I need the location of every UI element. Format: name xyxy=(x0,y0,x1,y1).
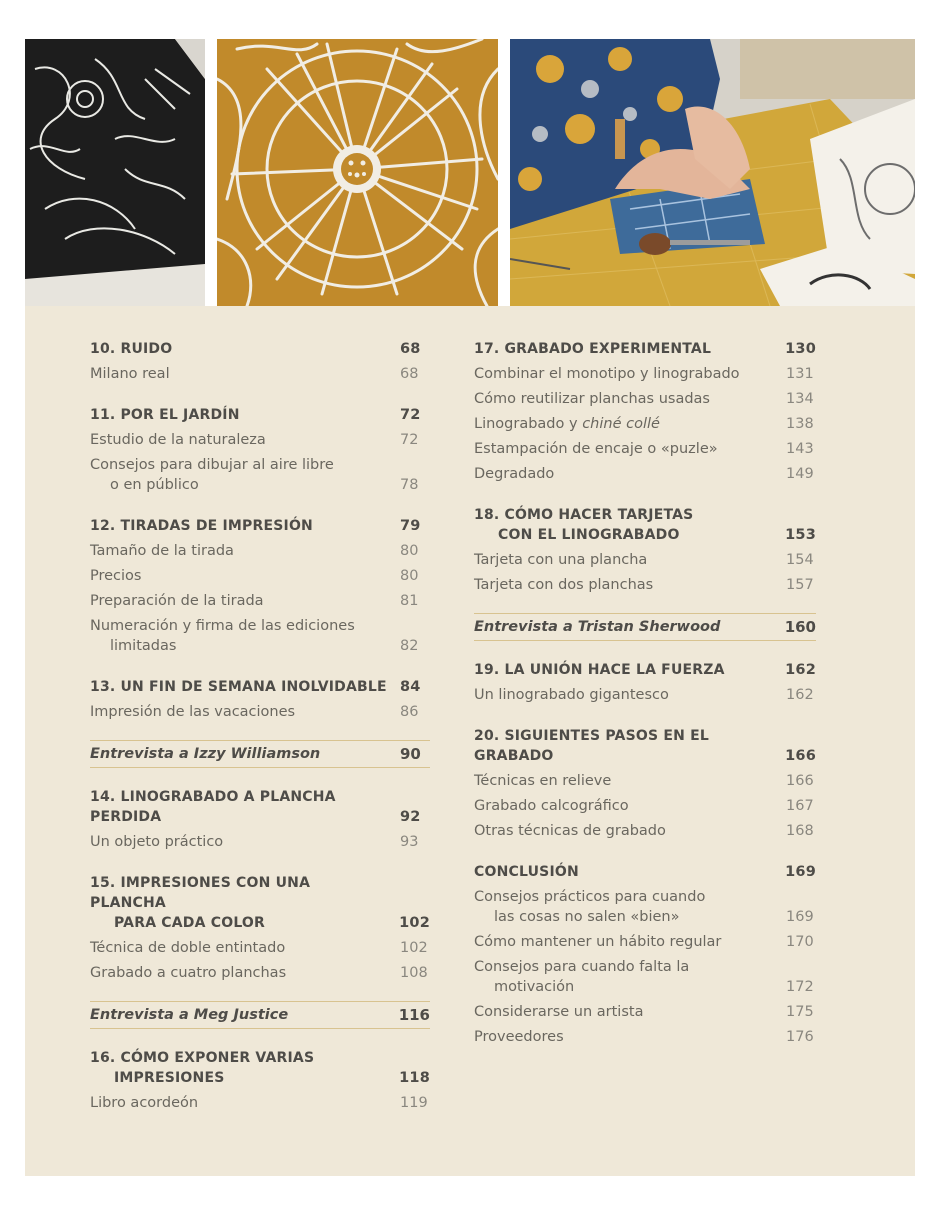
page-number: 168 xyxy=(786,822,814,839)
page-number: 92 xyxy=(400,808,421,825)
toc-subentry[interactable] xyxy=(474,547,816,572)
page-number: 116 xyxy=(398,1006,430,1024)
chapter-title: 16. CÓMO EXPONER VARIAS xyxy=(90,1049,315,1066)
chapter-title: 19. LA UNIÓN HACE LA FUERZA xyxy=(474,661,725,678)
toc-section xyxy=(90,336,430,386)
page-number: 143 xyxy=(786,440,814,457)
page-number: 84 xyxy=(400,678,421,695)
page-number: 169 xyxy=(785,863,816,880)
toc-subentry[interactable] xyxy=(90,699,430,724)
page-number: 79 xyxy=(400,517,421,534)
page-number: 130 xyxy=(785,340,816,357)
subentry-text: Proveedores xyxy=(474,1028,564,1045)
interview-title: Entrevista a Izzy Williamson xyxy=(90,746,321,762)
subentry-text: Tamaño de la tirada xyxy=(90,542,234,559)
page-number: 80 xyxy=(400,567,419,584)
chapter-title: CONCLUSIÓN xyxy=(474,863,579,880)
subentry-text: Milano real xyxy=(90,365,170,382)
page-number: 93 xyxy=(400,833,419,850)
page-number: 82 xyxy=(400,637,419,654)
page-number: 108 xyxy=(400,964,428,981)
toc-chapter-heading[interactable] xyxy=(90,674,430,699)
page-number: 175 xyxy=(786,1003,814,1020)
chapter-title: 20. SIGUIENTES PASOS EN EL GRABADO xyxy=(474,727,709,764)
subentry-text: Tarjeta con una plancha xyxy=(474,551,648,568)
toc-chapter-heading[interactable] xyxy=(90,336,430,361)
chapter-title: 17. GRABADO EXPERIMENTAL xyxy=(474,340,712,357)
page-number: 170 xyxy=(786,933,814,950)
toc-interview-entry[interactable] xyxy=(90,1001,430,1029)
toc-subentry[interactable] xyxy=(474,793,816,818)
linocut-print-photo xyxy=(25,39,205,306)
subentry-text: Consejos para dibujar al aire libre xyxy=(90,456,334,473)
subentry-text: Consejos para cuando falta la xyxy=(474,958,690,975)
toc-chapter-heading[interactable] xyxy=(474,336,816,361)
toc-section xyxy=(474,336,816,486)
toc-section xyxy=(90,402,430,497)
page-number: 86 xyxy=(400,703,419,720)
page-number: 153 xyxy=(785,526,816,543)
page-number: 172 xyxy=(786,978,814,995)
toc-section xyxy=(90,784,430,854)
toc-section xyxy=(90,1045,430,1115)
toc-subentry[interactable] xyxy=(474,436,816,461)
chapter-title: 11. POR EL JARDÍN xyxy=(90,406,240,423)
page-number: 131 xyxy=(786,365,814,382)
subentry-text: Tarjeta con dos planchas xyxy=(474,576,654,593)
page-number: 160 xyxy=(784,618,816,636)
toc-subentry[interactable] xyxy=(90,538,430,563)
subentry-text: Combinar el monotipo y linograbado xyxy=(474,365,740,382)
toc-chapter-heading[interactable] xyxy=(90,870,430,935)
page-number: 81 xyxy=(400,592,419,609)
subentry-text: Preparación de la tirada xyxy=(90,592,264,609)
toc-subentry[interactable] xyxy=(90,613,430,658)
subentry-text: Estampación de encaje o «puzle» xyxy=(474,440,718,457)
interview-title: Entrevista a Tristan Sherwood xyxy=(474,619,721,635)
subentry-text: Libro acordeón xyxy=(90,1094,199,1111)
subentry-text: Técnicas en relieve xyxy=(474,772,612,789)
toc-subentry[interactable] xyxy=(90,452,430,497)
subentry-text: Consejos prácticos para cuando xyxy=(474,888,706,905)
page-number: 118 xyxy=(399,1069,430,1086)
subentry-text: Grabado a cuatro planchas xyxy=(90,964,287,981)
page-number: 166 xyxy=(785,747,816,764)
toc-subentry[interactable] xyxy=(474,929,816,954)
toc-chapter-heading[interactable] xyxy=(474,859,816,884)
toc-section xyxy=(90,674,430,724)
page-number: 102 xyxy=(400,939,428,956)
chapter-title-continued: CON EL LINOGRABADO xyxy=(498,526,680,543)
toc-subentry[interactable] xyxy=(474,884,816,929)
chapter-title: 12. TIRADAS DE IMPRESIÓN xyxy=(90,517,313,534)
subentry-text: Un linograbado gigantesco xyxy=(474,686,669,703)
toc-subentry[interactable] xyxy=(474,682,816,707)
subentry-text: Considerarse un artista xyxy=(474,1003,644,1020)
subentry-text-continued: limitadas xyxy=(110,637,177,654)
page-number: 68 xyxy=(400,365,419,382)
chapter-title-continued: IMPRESIONES xyxy=(114,1069,225,1086)
toc-interview-entry[interactable] xyxy=(474,613,816,641)
chapter-title: 10. RUIDO xyxy=(90,340,173,357)
page-number: 162 xyxy=(786,686,814,703)
page-number: 90 xyxy=(400,745,421,763)
toc-subentry[interactable] xyxy=(474,411,816,436)
page-number: 138 xyxy=(786,415,814,432)
toc-chapter-heading[interactable] xyxy=(474,723,816,768)
page-number: 72 xyxy=(400,406,421,423)
toc-column-left xyxy=(90,336,430,1115)
chapter-title: 14. LINOGRABADO A PLANCHA PERDIDA xyxy=(90,788,336,825)
toc-subentry[interactable] xyxy=(474,572,816,597)
subentry-text: Estudio de la naturaleza xyxy=(90,431,266,448)
chapter-title-continued: PARA CADA COLOR xyxy=(114,914,266,931)
toc-subentry[interactable] xyxy=(90,588,430,613)
subentry-text: Precios xyxy=(90,567,142,584)
toc-subentry[interactable] xyxy=(474,461,816,486)
page-number: 166 xyxy=(786,772,814,789)
toc-chapter-heading[interactable] xyxy=(90,784,430,829)
page-number: 72 xyxy=(400,431,419,448)
subentry-text-continued: las cosas no salen «bien» xyxy=(494,908,680,925)
toc-subentry[interactable] xyxy=(474,818,816,843)
subentry-text: Degradado xyxy=(474,465,555,482)
toc-subentry[interactable] xyxy=(90,361,430,386)
page-number: 80 xyxy=(400,542,419,559)
toc-subentry[interactable] xyxy=(90,935,430,960)
toc-column-right xyxy=(474,336,816,1049)
toc-chapter-heading[interactable] xyxy=(90,402,430,427)
artist-carving-photo xyxy=(510,39,915,306)
page-number: 176 xyxy=(786,1028,814,1045)
toc-section xyxy=(90,513,430,658)
subentry-text: Grabado calcográfico xyxy=(474,797,629,814)
toc-interview-entry[interactable] xyxy=(90,740,430,768)
page-number: 149 xyxy=(786,465,814,482)
page-number: 154 xyxy=(786,551,814,568)
toc-subentry[interactable] xyxy=(474,386,816,411)
toc-section xyxy=(474,502,816,597)
subentry-text-continued: motivación xyxy=(494,978,575,995)
toc-section xyxy=(474,723,816,843)
toc-subentry[interactable] xyxy=(474,1024,816,1049)
toc-subentry[interactable] xyxy=(90,829,430,854)
toc-section xyxy=(474,859,816,1049)
subentry-text: Linograbado y xyxy=(474,415,583,432)
toc-section xyxy=(90,870,430,985)
toc-subentry[interactable] xyxy=(90,960,430,985)
toc-subentry[interactable] xyxy=(90,1090,430,1115)
subentry-text-continued: o en público xyxy=(110,476,199,493)
page-number: 169 xyxy=(786,908,814,925)
toc-chapter-heading[interactable] xyxy=(474,502,816,547)
toc-chapter-heading[interactable] xyxy=(90,513,430,538)
toc-chapter-heading[interactable] xyxy=(90,1045,430,1090)
toc-subentry[interactable] xyxy=(474,954,816,999)
toc-subentry[interactable] xyxy=(474,999,816,1024)
page-number: 162 xyxy=(785,661,816,678)
toc-section xyxy=(474,657,816,707)
chapter-title: 15. IMPRESIONES CON UNA PLANCHA xyxy=(90,874,311,911)
toc-subentry[interactable] xyxy=(474,361,816,386)
subentry-text: Otras técnicas de grabado xyxy=(474,822,666,839)
toc-subentry[interactable] xyxy=(90,427,430,452)
page-number: 157 xyxy=(786,576,814,593)
page-number: 134 xyxy=(786,390,814,407)
interview-title: Entrevista a Meg Justice xyxy=(90,1007,289,1023)
subentry-text: Impresión de las vacaciones xyxy=(90,703,296,720)
subentry-text: Cómo mantener un hábito regular xyxy=(474,933,722,950)
subentry-text: Cómo reutilizar planchas usadas xyxy=(474,390,710,407)
chapter-title: 13. UN FIN DE SEMANA INOLVIDABLE xyxy=(90,678,387,695)
ochre-flower-print-photo xyxy=(217,39,498,306)
page-number: 78 xyxy=(400,476,419,493)
page-number: 167 xyxy=(786,797,814,814)
chapter-title: 18. CÓMO HACER TARJETAS xyxy=(474,506,694,523)
page-number: 119 xyxy=(400,1094,428,1111)
subentry-text: Numeración y firma de las ediciones xyxy=(90,617,355,634)
subentry-text: Un objeto práctico xyxy=(90,833,224,850)
toc-subentry[interactable] xyxy=(474,768,816,793)
subentry-text-italic: chiné collé xyxy=(582,415,660,432)
toc-subentry[interactable] xyxy=(90,563,430,588)
toc-chapter-heading[interactable] xyxy=(474,657,816,682)
page-number: 68 xyxy=(400,340,421,357)
subentry-text: Técnica de doble entintado xyxy=(90,939,286,956)
page-number: 102 xyxy=(399,914,430,931)
